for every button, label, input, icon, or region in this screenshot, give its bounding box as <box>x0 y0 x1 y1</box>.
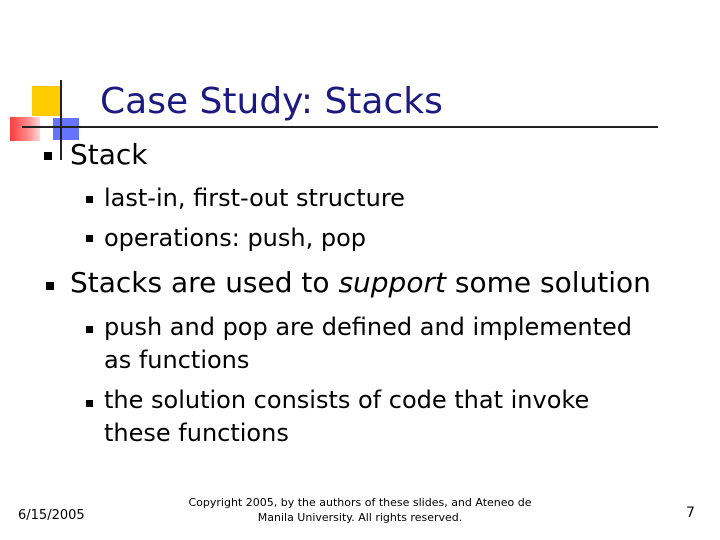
bullet-text-part: Stacks are used to <box>70 266 339 299</box>
slide-title: Case Study: Stacks <box>100 81 443 122</box>
sub-bullet-square-icon <box>86 326 93 333</box>
sub-bullet-text: last-in, first-out structure <box>104 184 405 212</box>
sub-bullet-text: operations: push, pop <box>104 224 367 252</box>
slide-number: 7 <box>686 505 695 521</box>
red-square-decoration <box>10 117 40 141</box>
bullet-text-part: some solution <box>445 266 651 299</box>
bullet-text <box>70 266 651 300</box>
bullet-square-icon <box>44 152 52 160</box>
bullet-square-icon <box>46 282 54 290</box>
sub-bullet-text: the solution consists of code that invoke these functions <box>104 386 590 447</box>
blue-square-decoration <box>53 118 79 140</box>
footer-date: 6/15/2005 <box>18 508 85 523</box>
bullet-text: Stack <box>70 138 148 171</box>
sub-bullet-square-icon <box>86 400 93 407</box>
vertical-rule <box>60 80 62 160</box>
sub-bullet-text: push and pop are defined and implemented as functions <box>104 313 633 374</box>
horizontal-rule <box>22 126 658 128</box>
sub-bullet-square-icon <box>86 196 93 203</box>
footer-copyright: Copyright 2005, by the authors of these slides, and Ateneo de Manila University. All rights reserved. <box>188 496 532 524</box>
emphasis-text: support <box>338 266 446 299</box>
sub-bullet-square-icon <box>86 235 93 242</box>
yellow-square-decoration <box>32 86 62 116</box>
